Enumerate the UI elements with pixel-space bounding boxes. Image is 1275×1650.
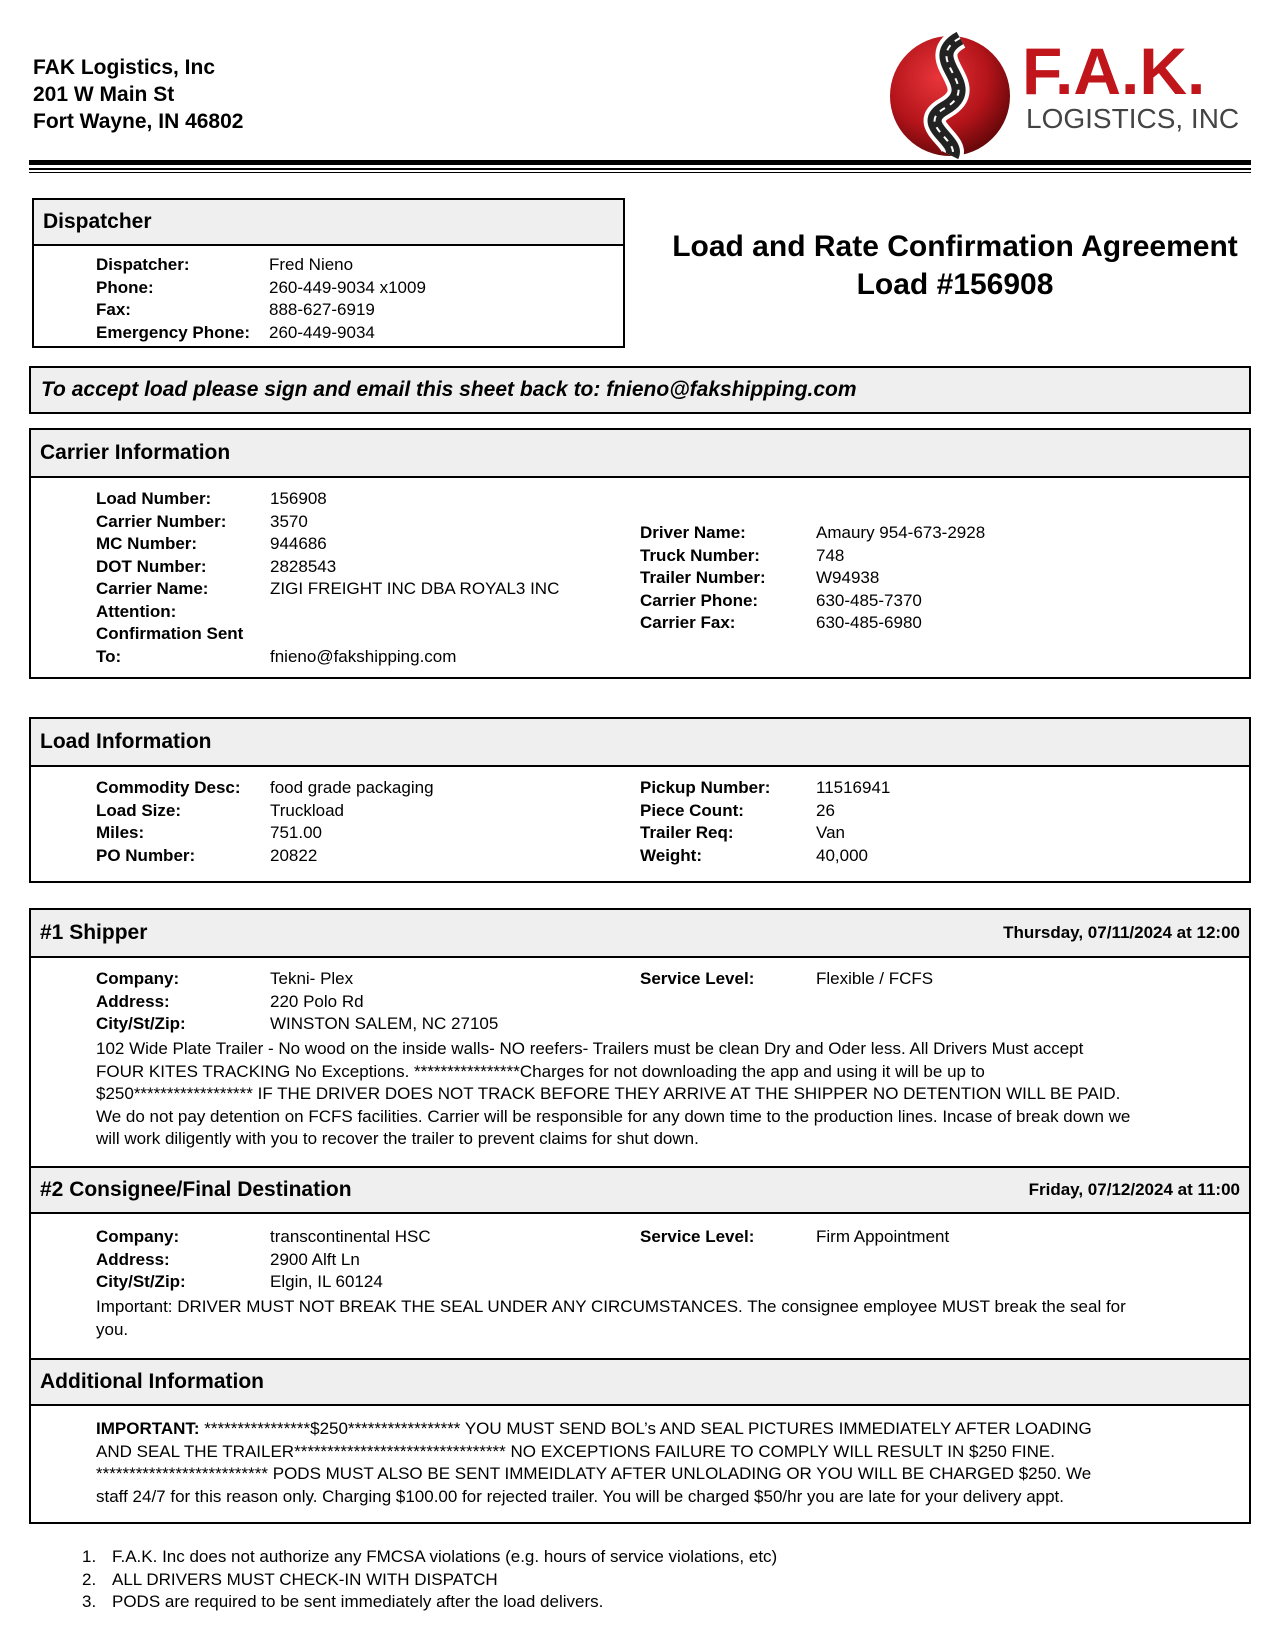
additional-info-heading [31, 1358, 1249, 1406]
consignee-service [640, 1226, 949, 1249]
carrier-name-value: ZIGI FREIGHT INC DBA ROYAL3 INC [270, 579, 560, 598]
logo-main-text: F.A.K. [1022, 34, 1206, 108]
dispatcher-label: Dispatcher: [96, 255, 190, 274]
header-rule-hairline [29, 172, 1251, 173]
po-number-value: 20822 [270, 845, 318, 865]
additional-line-3: ************************** PODS MUST ALSO BE SENT IMMEIDLATY AFTER UNLOLADING OR YOU WILL BE CHARGED $250. We [96, 1464, 1092, 1483]
fak-logo [890, 30, 1240, 160]
shipper-note-line: 102 Wide Plate Trailer - No wood on the inside walls- NO reefers- Trailers must be clean Dry and Oder less. All Drivers Must accept [96, 1039, 1084, 1058]
shipper-notes [96, 1038, 1246, 1151]
consignee-note-line: Important: DRIVER MUST NOT BREAK THE SEAL UNDER ANY CIRCUMSTANCES. The consignee employee MUST break the seal for [96, 1297, 1126, 1316]
weight-value: 40,000 [816, 845, 868, 865]
mc-number-value: 944686 [270, 534, 327, 553]
emergency-phone: 260-449-9034 [269, 322, 375, 342]
piece-count-label: Piece Count: [640, 800, 744, 820]
load-info-heading [31, 719, 1249, 767]
carrier-name-label: Carrier Name: [96, 579, 209, 598]
shipper-service [640, 968, 933, 991]
consignee-service-label: Service Level: [640, 1227, 755, 1246]
shipper-note-line: $250****************** IF THE DRIVER DOES NOT TRACK BEFORE THEY ARRIVE AT THE SHIPPER NO DETENTION WILL BE PAID. [96, 1084, 1121, 1103]
load-number-label: Load Number: [96, 489, 212, 508]
load-size-label: Load Size: [96, 800, 182, 820]
load-number-value: 156908 [270, 489, 327, 508]
po-number-label: PO Number: [96, 845, 196, 865]
consignee-company-label: Company: [96, 1227, 180, 1246]
commodity-label: Commodity Desc: [96, 778, 241, 797]
dispatcher-heading-text: Dispatcher [43, 210, 152, 233]
dot-number-label: DOT Number: [96, 556, 207, 576]
footer-note-text: ALL DRIVERS MUST CHECK-IN WITH DISPATCH [112, 1569, 498, 1589]
footer-note-text: PODS are required to be sent immediately after the load delivers. [112, 1592, 604, 1611]
miles-value: 751.00 [270, 823, 322, 842]
carrier-phone-label: Carrier Phone: [640, 590, 759, 610]
company-city-state-zip: Fort Wayne, IN 46802 [33, 110, 244, 133]
shipper-heading-text: #1 Shipper [40, 921, 148, 944]
carrier-number-label: Carrier Number: [96, 511, 227, 531]
company-street: 201 W Main St [33, 83, 175, 106]
confirmation-to-label: To: [96, 646, 122, 666]
pickup-number-value: 11516941 [816, 778, 891, 797]
shipper-address-label: Address: [96, 991, 170, 1011]
consignee-city-value: Elgin, IL 60124 [270, 1272, 383, 1291]
consignee-fields [96, 1226, 431, 1294]
commodity-value: food grade packaging [270, 778, 434, 797]
footer-note-number: 3. [82, 1592, 97, 1611]
consignee-date: Friday, 07/12/2024 at 11:00 [1028, 1180, 1240, 1199]
title-line-1: Load and Rate Confirmation Agreement [672, 230, 1238, 263]
carrier-info-heading [31, 430, 1249, 478]
shipper-fields [96, 968, 498, 1036]
accept-instructions: To accept load please sign and email this sheet back to: fnieno@fakshipping.com [31, 368, 1249, 412]
load-size-value: Truckload [270, 800, 345, 820]
consignee-address-value: 2900 Alft Ln [270, 1249, 360, 1269]
phone-label: Phone: [96, 277, 154, 297]
load-right-fields [640, 777, 890, 867]
load-info-heading-text: Load Information [40, 730, 212, 753]
shipper-city-value: WINSTON SALEM, NC 27105 [270, 1014, 499, 1033]
additional-line-4: staff 24/7 for this reason only. Charging $100.00 for rejected trailer. You will be charged $50/hr you are late for your delivery appt. [96, 1486, 1065, 1506]
carrier-info-box [29, 428, 1251, 679]
trailer-req-value: Van [816, 823, 845, 842]
truck-number-value: 748 [816, 545, 845, 565]
emergency-phone-label: Emergency Phone: [96, 322, 250, 342]
additional-line-2: AND SEAL THE TRAILER******************************** NO EXCEPTIONS FAILURE TO COMPLY WILL RESULT IN $250 FINE. [96, 1441, 1055, 1461]
carrier-right-fields [640, 522, 985, 635]
fak-logo-icon [890, 30, 1240, 160]
footer-note-number: 1. [82, 1547, 97, 1566]
company-address [33, 54, 243, 135]
fax-label: Fax: [96, 300, 131, 319]
title-load-number: Load #156908 [856, 268, 1054, 301]
driver-name-value: Amaury 954-673-2928 [816, 523, 986, 542]
shipper-date: Thursday, 07/11/2024 at 12:00 [1003, 923, 1240, 942]
shipper-address-value: 220 Polo Rd [270, 991, 364, 1011]
carrier-fax-value: 630-485-6980 [816, 613, 922, 632]
carrier-phone-value: 630-485-7370 [816, 590, 922, 610]
shipper-city-label: City/St/Zip: [96, 1014, 186, 1033]
carrier-info-heading-text: Carrier Information [40, 441, 231, 464]
consignee-service-value: Firm Appointment [816, 1227, 950, 1246]
carrier-fax-label: Carrier Fax: [640, 613, 736, 632]
shipper-note-line: FOUR KITES TRACKING No Exceptions. ****************Charges for not downloading the app and using it will be up to [96, 1061, 985, 1081]
load-left-fields [96, 777, 434, 867]
header-rule [29, 160, 1251, 165]
important-label: IMPORTANT: [96, 1419, 200, 1438]
logo-sub-text: LOGISTICS, INC [1026, 103, 1240, 134]
shipper-company-label: Company: [96, 969, 180, 988]
miles-label: Miles: [96, 823, 145, 842]
consignee-company-value: transcontinental HSC [270, 1227, 431, 1246]
accept-instructions-bar [29, 366, 1251, 414]
stops-box [29, 908, 1251, 1524]
consignee-note-line: you. [96, 1319, 129, 1339]
shipper-company-value: Tekni- Plex [270, 969, 354, 988]
page-title [640, 228, 1270, 304]
truck-number-label: Truck Number: [640, 545, 760, 565]
shipper-note-line: will work diligently with you to recover the trailer to prevent claims for shut down. [96, 1129, 699, 1148]
weight-label: Weight: [640, 845, 703, 865]
dispatcher-heading [34, 200, 623, 246]
trailer-number-label: Trailer Number: [640, 568, 766, 587]
piece-count-value: 26 [816, 800, 835, 820]
consignee-address-label: Address: [96, 1249, 170, 1269]
driver-name-label: Driver Name: [640, 523, 746, 542]
trailer-number-value: W94938 [816, 568, 880, 587]
trailer-req-label: Trailer Req: [640, 823, 734, 842]
pickup-number-label: Pickup Number: [640, 778, 771, 797]
consignee-heading [31, 1166, 1249, 1214]
dispatcher-box [32, 198, 625, 348]
load-info-box [29, 717, 1251, 883]
footer-note-item [82, 1569, 777, 1592]
attention-label: Attention: [96, 601, 177, 621]
footer-note-text: F.A.K. Inc does not authorize any FMCSA violations (e.g. hours of service violations, etc) [112, 1547, 778, 1566]
dispatcher-name: Fred Nieno [269, 255, 354, 274]
consignee-city-label: City/St/Zip: [96, 1272, 186, 1291]
carrier-number-value: 3570 [270, 511, 308, 531]
footer-notes-list [82, 1546, 777, 1614]
company-name: FAK Logistics, Inc [33, 56, 216, 79]
shipper-service-label: Service Level: [640, 969, 755, 988]
additional-info-text [96, 1418, 1246, 1508]
carrier-left-fields [96, 488, 559, 668]
header-rule-thin [29, 168, 1251, 170]
additional-info-heading-text: Additional Information [40, 1370, 264, 1393]
footer-note-item [82, 1546, 777, 1569]
dispatcher-phone: 260-449-9034 x1009 [269, 277, 426, 297]
shipper-heading [31, 910, 1249, 958]
footer-note-item [82, 1591, 777, 1614]
footer-note-number: 2. [82, 1569, 97, 1589]
shipper-service-value: Flexible / FCFS [816, 969, 934, 988]
confirmation-email-value: fnieno@fakshipping.com [270, 646, 457, 666]
dispatcher-fax: 888-627-6919 [269, 300, 375, 319]
consignee-notes [96, 1296, 1246, 1341]
dot-number-value: 2828543 [270, 556, 337, 576]
confirmation-sent-label: Confirmation Sent [96, 624, 244, 643]
additional-line-1: ****************$250***************** YOU MUST SEND BOL’s AND SEAL PICTURES IMMEDIATELY AFTER LOADING [199, 1419, 1092, 1438]
shipper-note-line: We do not pay detention on FCFS facilities. Carrier will be responsible for any down time to the production lines. Incase of break down we [96, 1106, 1131, 1126]
dispatcher-fields [96, 254, 426, 344]
consignee-heading-text: #2 Consignee/Final Destination [40, 1178, 352, 1201]
mc-number-label: MC Number: [96, 534, 198, 553]
